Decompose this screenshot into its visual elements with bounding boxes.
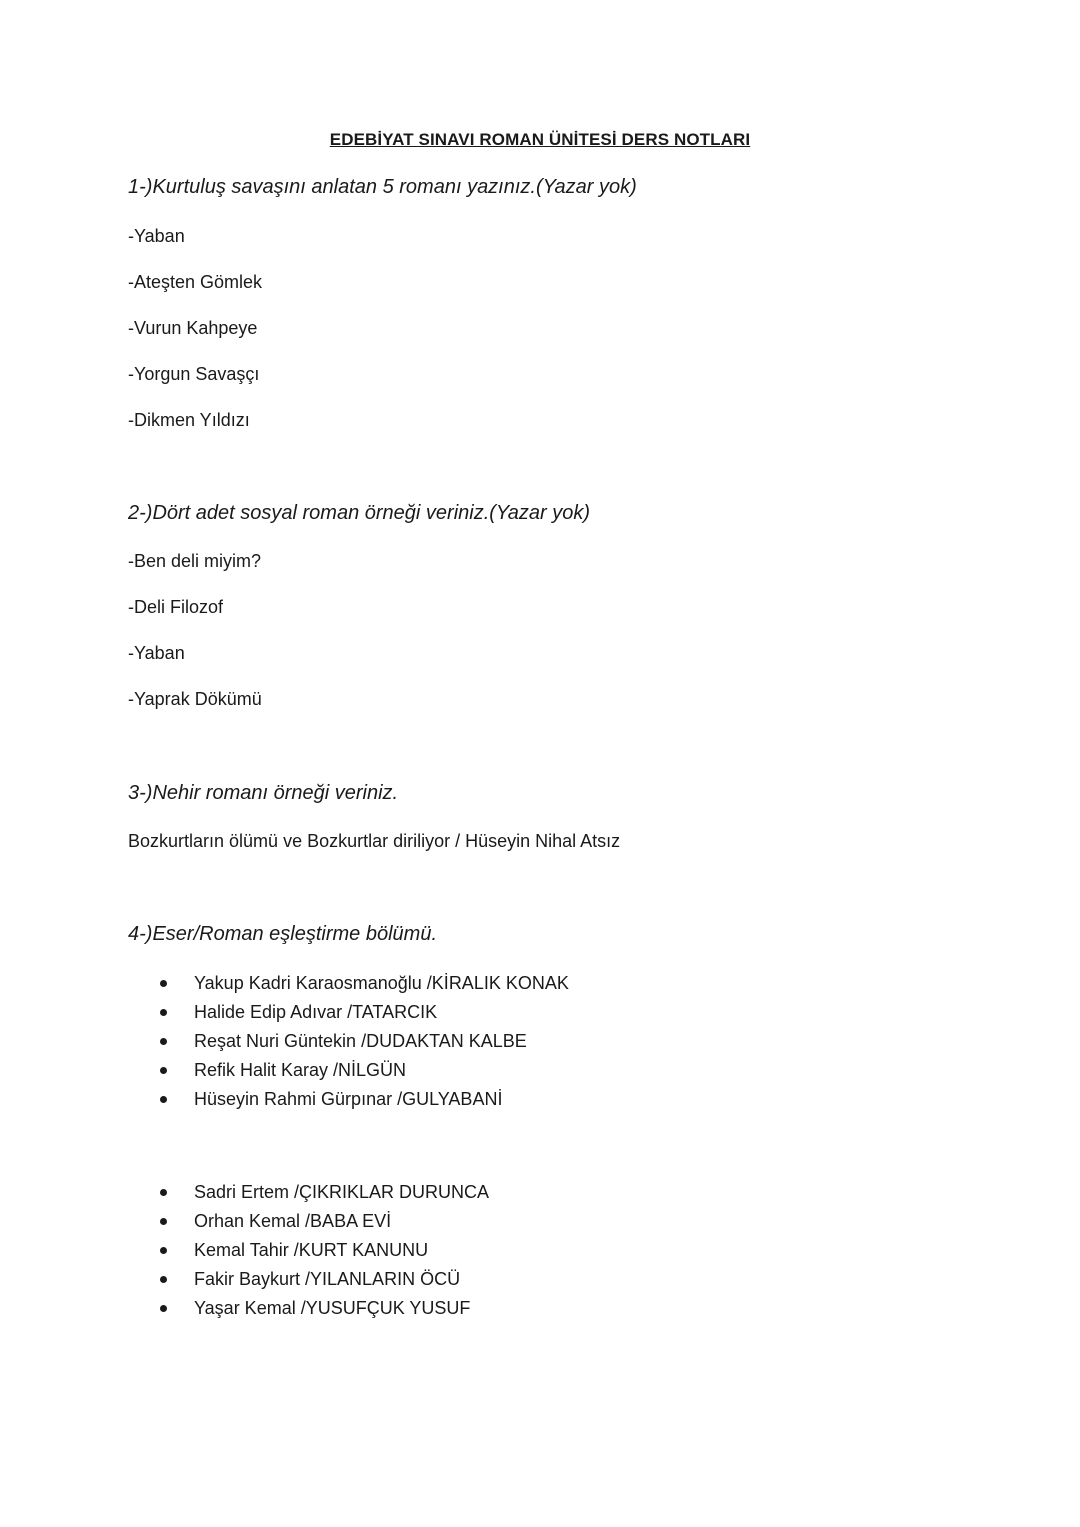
q3-answer: Bozkurtların ölümü ve Bozkurtlar diriliyor / Hüseyin Nihal Atsız [128,831,621,851]
bullet-icon [160,1218,167,1225]
matching-list-1 [160,969,569,1114]
list-item-text: Yaşar Kemal /YUSUFÇUK YUSUF [194,1298,471,1318]
q2-answer-1: -Ben deli miyim? [128,551,262,571]
q1-answer-5: -Dikmen Yıldızı [128,410,250,430]
bullet-icon [160,1276,167,1283]
list-item [160,1056,569,1085]
list-item [160,1294,489,1323]
bullet-icon [160,1096,167,1103]
list-item-text: Fakir Baykurt /YILANLARIN ÖCÜ [194,1269,461,1289]
bullet-icon [160,1067,167,1074]
list-item [160,969,569,998]
list-item-text: Sadri Ertem /ÇIKRIKLAR DURUNCA [194,1182,490,1202]
list-item-text: Halide Edip Adıvar /TATARCIK [194,1002,438,1022]
list-item-text: Kemal Tahir /KURT KANUNU [194,1240,429,1260]
question-2: 2-)Dört adet sosyal roman örneği veriniz.(Yazar yok) [128,502,591,524]
q1-answer-2: -Ateşten Gömlek [128,272,263,292]
list-item-text: Yakup Kadri Karaosmanoğlu /KİRALIK KONAK [194,973,569,993]
q1-answer-4: -Yorgun Savaşçı [128,364,260,384]
list-item [160,1085,569,1114]
page-title: EDEBİYAT SINAVI ROMAN ÜNİTESİ DERS NOTLARI [329,130,751,149]
list-item [160,1265,489,1294]
list-item [160,1236,489,1265]
q2-answer-2: -Deli Filozof [128,597,224,617]
bullet-icon [160,1247,167,1254]
bullet-icon [160,1009,167,1016]
bullet-icon [160,1189,167,1196]
bullet-icon [160,1038,167,1045]
list-item-text: Orhan Kemal /BABA EVİ [194,1211,392,1231]
list-item [160,1178,489,1207]
question-1: 1-)Kurtuluş savaşını anlatan 5 romanı yazınız.(Yazar yok) [128,176,637,198]
q1-answer-3: -Vurun Kahpeye [128,318,258,338]
list-item [160,1027,569,1056]
list-item-text: Refik Halit Karay /NİLGÜN [194,1060,407,1080]
question-3: 3-)Nehir romanı örneği veriniz. [128,782,399,804]
list-item-text: Reşat Nuri Güntekin /DUDAKTAN KALBE [194,1031,527,1051]
q2-answer-3: -Yaban [128,643,185,663]
bullet-icon [160,980,167,987]
list-item [160,998,569,1027]
q2-answer-4: -Yaprak Dökümü [128,689,262,709]
list-item [160,1207,489,1236]
question-4: 4-)Eser/Roman eşleştirme bölümü. [128,923,437,945]
list-item-text: Hüseyin Rahmi Gürpınar /GULYABANİ [194,1089,503,1109]
q1-answer-1: -Yaban [128,226,185,246]
matching-list-2 [160,1178,489,1323]
bullet-icon [160,1305,167,1312]
